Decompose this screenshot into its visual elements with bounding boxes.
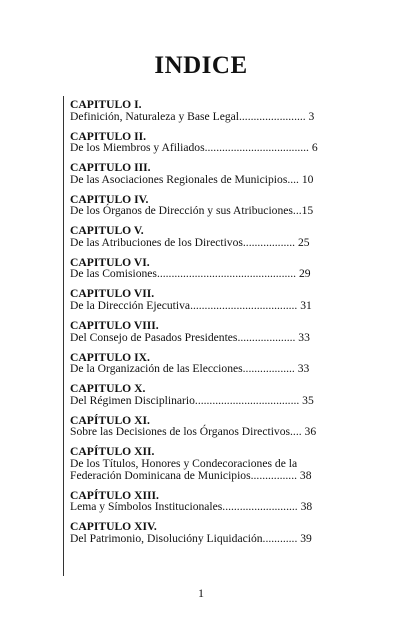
chapter-title-line: De la Dirección Ejecutiva..................................... 31 [70,299,312,313]
chapter-title-line: Federación Dominicana de Municipios................ 38 [70,468,312,482]
chapter-title-line: De los Miembros y Afiliados.................................... 6 [70,141,318,155]
toc-entry [70,288,332,311]
chapter-title-line: Definición, Naturaleza y Base Legal....................... 3 [70,109,315,123]
chapter-title-line: Del Patrimonio, Disolucióny Liquidación............ 39 [70,531,312,545]
chapter-title-line: De las Comisiones................................................ 29 [70,267,311,281]
toc-entry [70,352,332,375]
toc-entry [70,415,332,438]
chapter-heading: CAPITULO IV. [70,192,149,206]
chapter-title-line: De las Atribuciones de los Directivos.................. 25 [70,235,310,249]
chapter-heading: CAPÍTULO XII. [70,445,155,459]
chapter-heading: CAPITULO VI. [70,255,150,269]
toc-entry [70,99,332,122]
toc-entry [70,257,332,280]
chapter-title-line: De las Asociaciones Regionales de Municipios.... 10 [70,172,314,186]
chapter-title-line: De la Organización de las Elecciones.................. 33 [70,362,310,376]
chapter-title-line: De los Órganos de Dirección y sus Atribuciones...15 [70,204,314,218]
toc-entry [70,383,332,406]
chapter-heading: CAPITULO IX. [70,350,150,364]
chapter-heading: CAPITULO X. [70,382,146,396]
table-of-contents [70,99,332,544]
chapter-heading: CAPITULO III. [70,161,151,175]
toc-entry [70,225,332,248]
chapter-heading: CAPITULO I. [70,98,142,111]
left-margin-rule [63,96,64,576]
chapter-title-line: Lema y Símbolos Institucionales.......................... 38 [70,500,313,514]
chapter-title-line: Del Consejo de Pasados Presidentes.................... 33 [70,330,310,344]
toc-entry [70,446,332,481]
toc-entry [70,521,332,544]
chapter-heading: CAPITULO VII. [70,287,155,301]
chapter-heading: CAPÍTULO XI. [70,413,150,427]
chapter-title-line: De los Títulos, Honores y Condecoraciones de la [70,456,298,470]
chapter-heading: CAPITULO VIII. [70,319,159,333]
chapter-heading: CAPITULO XIV. [70,520,157,534]
index-title: INDICE [154,52,248,79]
page-number: 1 [198,586,204,600]
chapter-title-line: Del Régimen Disciplinario.................................... 35 [70,393,314,407]
toc-entry [70,131,332,154]
chapter-title-line: Sobre las Decisiones de los Órganos Directivos.... 36 [70,425,317,439]
toc-entry [70,162,332,185]
chapter-heading: CAPITULO V. [70,224,144,238]
chapter-heading: CAPÍTULO XIII. [70,488,159,502]
toc-entry [70,490,332,513]
toc-entry [70,320,332,343]
chapter-heading: CAPITULO II. [70,129,147,143]
toc-entry [70,194,332,217]
